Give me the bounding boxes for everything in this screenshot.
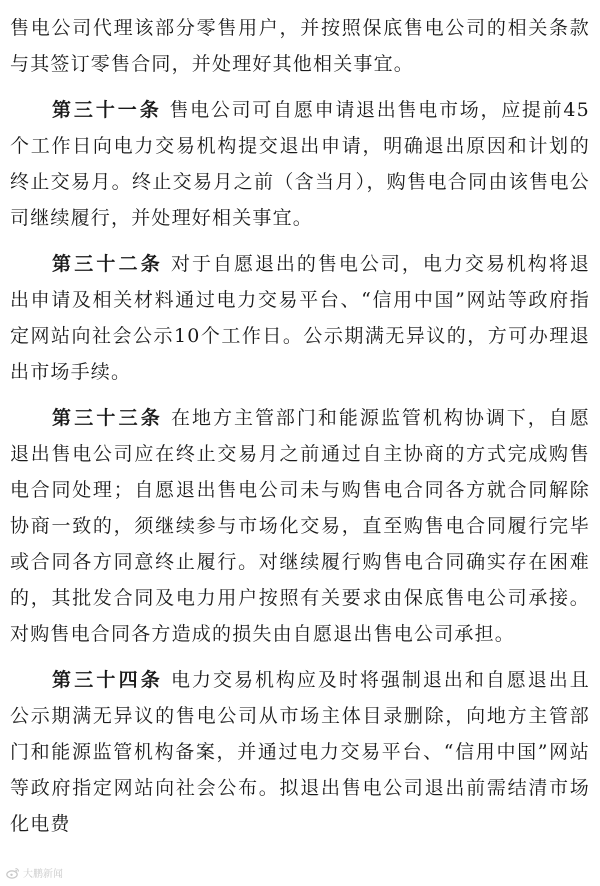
paragraph-text: 对于自愿退出的售电公司，电力交易机构将退出申请及相关材料通过电力交易平台、“信用中国”网站等政府指定网站向社会公示10个工作日。公示期满无异议的，方可办理退出市场手续。 — [10, 253, 590, 383]
article-33-paragraph — [10, 400, 590, 652]
article-heading: 第三十一条 — [52, 99, 162, 121]
paragraph-text: 在地方主管部门和能源监管机构协调下，自愿退出售电公司应在终止交易月之前通过自主协商的方式完成购售电合同处理；自愿退出售电公司未与购售电合同各方就合同解除协商一致的，须继续参与市场化交易，直至购售电合同履行完毕或合同各方同意终止履行。对继续履行购售电合同确实存在困难的，其批发合同及电力用户按照有关要求由保底售电公司承接。对购售电合同各方造成的损失由自愿退出售电公司承担。 — [10, 407, 590, 645]
document-body — [10, 10, 590, 852]
article-31-paragraph — [10, 92, 590, 236]
article-heading: 第三十四条 — [52, 669, 163, 691]
paragraph-text: 售电公司代理该部分零售用户，并按照保底售电公司的相关条款与其签订零售合同，并处理好其他相关事宜。 — [10, 17, 590, 75]
article-34-paragraph — [10, 662, 590, 842]
article-32-paragraph — [10, 246, 590, 390]
paragraph-continuation — [10, 10, 590, 82]
paragraph-text: 电力交易机构应及时将强制退出和自愿退出且公示期满无异议的售电公司从市场主体目录删除，向地方主管部门和能源监管机构备案，并通过电力交易平台、“信用中国”网站等政府指定网站向社会公布。拟退出售电公司退出前需结清市场化电费 — [10, 669, 590, 835]
article-heading: 第三十二条 — [52, 253, 163, 275]
watermark-text: 大鹏新闻 — [23, 869, 63, 880]
article-heading: 第三十三条 — [52, 407, 163, 429]
paragraph-text: 售电公司可自愿申请退出售电市场，应提前45个工作日向电力交易机构提交退出申请，明确退出原因和计划的终止交易月。终止交易月之前（含当月），购售电合同由该售电公司继续履行，并处理好相关事宜。 — [10, 99, 590, 229]
weibo-logo-icon — [6, 867, 20, 879]
watermark — [6, 865, 63, 880]
